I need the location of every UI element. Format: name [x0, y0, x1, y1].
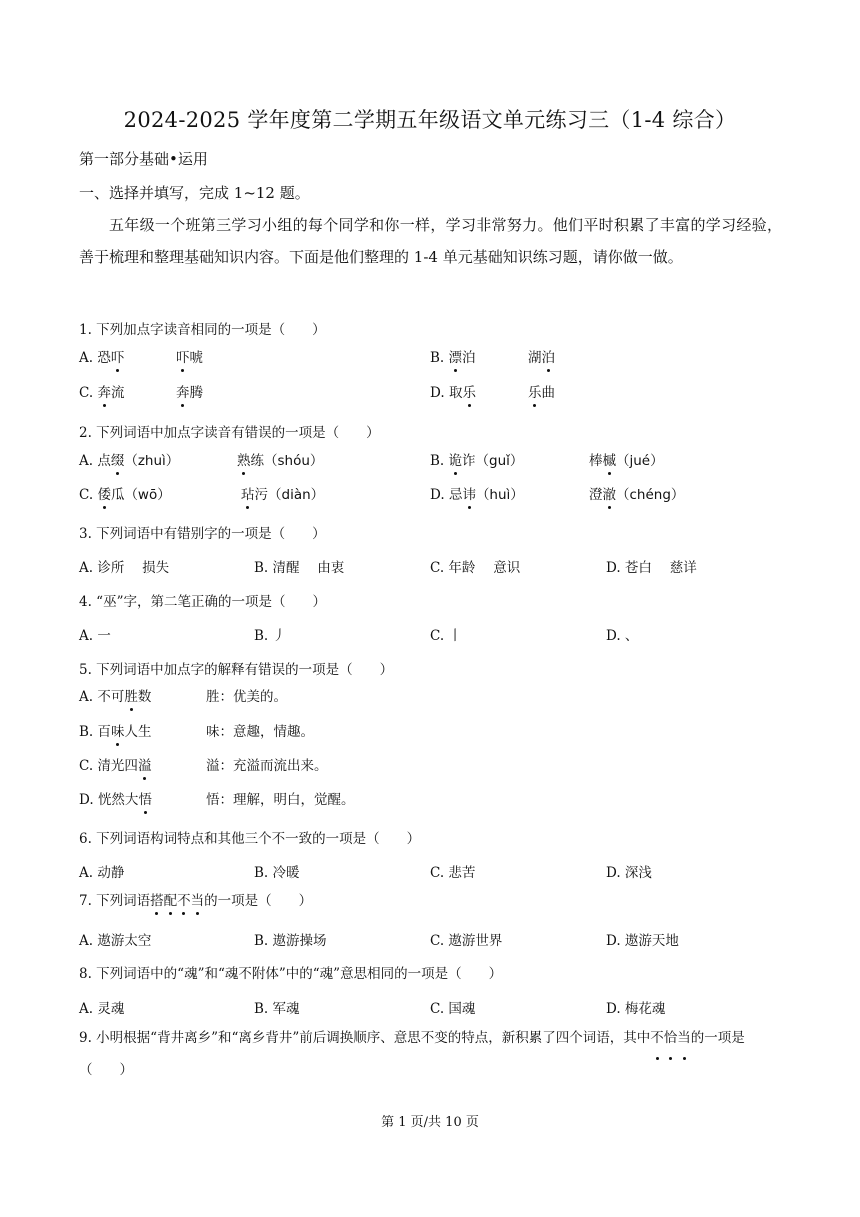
q2-option-a: [79, 449, 179, 469]
option-label: A.: [79, 350, 98, 366]
q7-option-c: C. 遨游世界: [430, 933, 503, 949]
q6-option-b: B. 冷暖: [254, 865, 300, 881]
option-label: A.: [79, 689, 98, 705]
q2-option-b-word2: [589, 449, 664, 469]
q4-option-b: B. 丿: [254, 628, 287, 644]
word-text: 清光四: [97, 758, 138, 774]
q1-option-c: [79, 381, 124, 401]
dotted-char: 漂: [449, 346, 463, 366]
q5-option-a-definition: 胜：优美的。: [206, 689, 287, 705]
page-title: 2024-2025 学年度第二学期五年级语文单元练习三（1-4 综合）: [123, 108, 737, 132]
pinyin: （shóu）: [264, 453, 324, 469]
pinyin: （huì）: [475, 487, 524, 503]
pinyin: （diàn）: [268, 487, 325, 503]
word-text: 忌: [448, 487, 463, 503]
word-text: 瓜: [110, 487, 125, 503]
q8-option-d: D. 梅花魂: [606, 1001, 666, 1017]
dotted-char: 不: [650, 1022, 664, 1054]
dotted-char: 胜: [124, 685, 138, 705]
q5-option-b: [79, 720, 152, 740]
dotted-char: 讳: [462, 483, 476, 503]
dotted-char: 槭: [603, 449, 617, 469]
option-label: C.: [79, 385, 98, 401]
q8-option-b: B. 军魂: [254, 1001, 300, 1017]
q2-option-a-word2: [237, 449, 323, 469]
q4-option-d: D. 、: [606, 628, 639, 644]
q2-option-d: [430, 483, 524, 503]
dotted-char: 溢: [138, 754, 152, 774]
dotted-char: 玷: [241, 483, 255, 503]
dotted-char: 诡: [449, 449, 463, 469]
stem-text: 的一项是（ ）: [204, 893, 313, 909]
q7-option-b: B. 遨游操场: [254, 933, 327, 949]
stem-text: 7. 下列词语: [79, 893, 151, 909]
question-4-stem: 4. “巫”字，第二笔正确的一项是（ ）: [79, 594, 326, 610]
q5-option-c-definition: 溢：充溢而流出来。: [206, 758, 328, 774]
q1-option-d: [430, 381, 476, 401]
q8-option-a: A. 灵魂: [79, 1001, 125, 1017]
dotted-char: 乐: [462, 381, 476, 401]
q6-option-d: D. 深浅: [606, 865, 652, 881]
option-label: C.: [79, 758, 98, 774]
dotted-char: 配: [164, 889, 178, 909]
part-heading: 第一部分基础•运用: [79, 150, 208, 168]
q5-option-c: [79, 754, 151, 774]
question-9-stem: [79, 1022, 782, 1086]
word-text: 百: [97, 724, 112, 740]
word-text: 唬: [189, 350, 203, 366]
word-text: 澄: [589, 487, 603, 503]
option-label: D.: [430, 385, 449, 401]
q2-option-c-word2: [241, 483, 324, 503]
q6-option-a: A. 动静: [79, 865, 125, 881]
q3-option-c: C. 年龄 意识: [430, 560, 521, 576]
question-3-stem: 3. 下列词语中有错别字的一项是（ ）: [79, 526, 326, 542]
dotted-char: 奔: [97, 381, 111, 401]
q1-option-a: [79, 346, 124, 366]
dotted-char: 恰: [664, 1022, 678, 1054]
section-heading: 一、选择并填写，完成 1~12 题。: [79, 184, 310, 202]
pinyin: （guǐ）: [475, 453, 524, 469]
word-text: 泊: [462, 350, 476, 366]
dotted-char: 倭: [97, 483, 111, 503]
word-text: 点: [97, 453, 111, 469]
dotted-char: 缀: [111, 449, 125, 469]
question-5-stem: 5. 下列词语中加点字的解释有错误的一项是（ ）: [79, 662, 394, 678]
dotted-char: 味: [111, 720, 125, 740]
word-text: 人生: [124, 724, 152, 740]
word-text: 腾: [189, 385, 203, 401]
q1-option-c-word2: [176, 381, 203, 401]
dotted-char: 当: [677, 1022, 691, 1054]
word-text: 不可: [97, 689, 125, 705]
intro-paragraph: 五年级一个班第三学习小组的每个同学和你一样，学习非常努力。他们平时积累了丰富的学习经验，善于梳理和整理基础知识内容。下面是他们整理的 1-4 单元基础知识练习题，请你做一做。: [79, 216, 782, 266]
dotted-char: 吓: [176, 346, 190, 366]
page-footer: 第 1 页/共 10 页: [381, 1115, 479, 1130]
option-label: C.: [79, 487, 98, 503]
dotted-char: 悟: [138, 788, 152, 808]
q3-option-b: B. 清醒 由衷: [254, 560, 345, 576]
question-1-stem: 1. 下列加点字读音相同的一项是（ ）: [79, 322, 326, 338]
pinyin: （zhuì）: [124, 453, 180, 469]
q4-option-c: C. 丨: [430, 628, 462, 644]
pinyin: （jué）: [616, 453, 664, 469]
q5-option-a: [79, 685, 151, 705]
q2-option-d-word2: [589, 483, 684, 503]
question-6-stem: 6. 下列词语构词特点和其他三个不一致的一项是（ ）: [79, 831, 421, 847]
word-text: 棒: [589, 453, 603, 469]
q7-option-a: A. 遨游太空: [79, 933, 152, 949]
pinyin: （wō）: [124, 487, 171, 503]
q1-option-b-word2: [528, 346, 555, 366]
q8-option-c: C. 国魂: [430, 1001, 476, 1017]
option-label: B.: [79, 724, 98, 740]
stem-text: 的一项是（ ）: [79, 1030, 745, 1078]
q4-option-a: A. 一: [79, 628, 111, 644]
q2-option-c: [79, 483, 171, 503]
question-8-stem: 8. 下列词语中的“魂”和“魂不附体”中的“魂”意思相同的一项是（ ）: [79, 966, 503, 982]
stem-text: 9. 小明根据“背井离乡”和“离乡背井”前后调换顺序、意思不变的特点，新积累了四个词语，其中: [79, 1030, 651, 1046]
word-text: 污: [254, 487, 268, 503]
q5-option-d-definition: 悟：理解，明白，觉醒。: [206, 792, 355, 808]
option-label: B.: [430, 453, 449, 469]
option-label: D.: [430, 487, 449, 503]
question-2-stem: 2. 下列词语中加点字读音有错误的一项是（ ）: [79, 425, 380, 441]
dotted-char: 当: [191, 889, 205, 909]
q1-option-d-word2: [528, 381, 555, 401]
dotted-char: 乐: [528, 381, 542, 401]
q3-option-d: D. 苍白 慈详: [606, 560, 697, 576]
q7-option-d: D. 遨游天地: [606, 933, 679, 949]
dotted-char: 搭: [150, 889, 164, 909]
dotted-char: 吓: [111, 346, 125, 366]
word-text: 流: [110, 385, 125, 401]
option-label: B.: [430, 350, 449, 366]
word-text: 恐: [97, 350, 111, 366]
dotted-char: 澈: [603, 483, 617, 503]
q5-option-d: [79, 788, 152, 808]
question-7-stem: [79, 889, 312, 909]
q2-option-b: [430, 449, 523, 469]
word-text: 曲: [541, 385, 555, 401]
q5-option-b-definition: 味：意趣，情趣。: [206, 724, 314, 740]
pinyin: （chéng）: [616, 487, 685, 503]
dotted-char: 不: [177, 889, 191, 909]
word-text: 取: [448, 385, 463, 401]
q6-option-c: C. 悲苦: [430, 865, 476, 881]
word-text: 练: [250, 453, 264, 469]
q1-option-b: [430, 346, 476, 366]
option-label: A.: [79, 453, 98, 469]
option-label: D.: [79, 792, 98, 808]
q1-option-a-word2: [176, 346, 203, 366]
word-text: 诈: [462, 453, 476, 469]
dotted-char: 奔: [176, 381, 190, 401]
word-text: 湖: [528, 350, 542, 366]
word-text: 数: [137, 689, 152, 705]
q3-option-a: A. 诊所 损失: [79, 560, 170, 576]
dotted-char: 泊: [542, 346, 556, 366]
dotted-char: 熟: [237, 449, 251, 469]
word-text: 恍然大: [97, 792, 139, 808]
